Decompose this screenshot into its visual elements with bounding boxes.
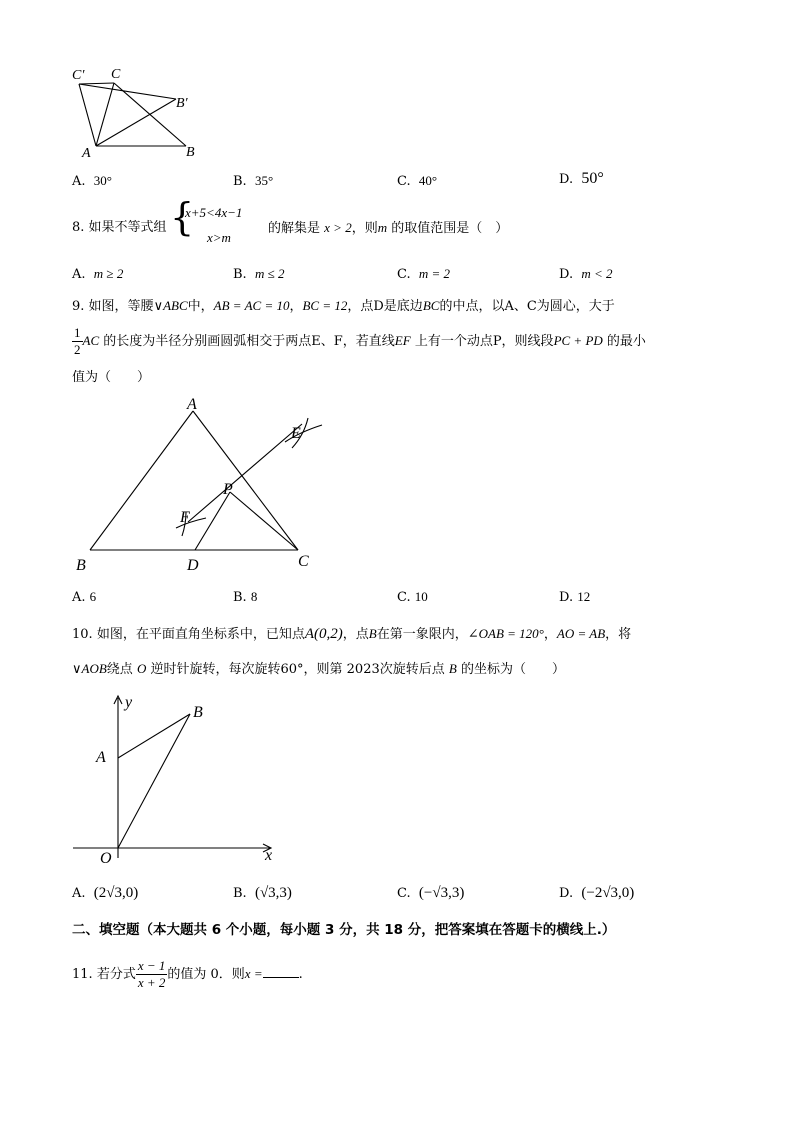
q9-text: ，点D是底边 xyxy=(347,299,423,314)
q7-option-b[interactable] xyxy=(233,172,273,191)
q9-stem-line1 xyxy=(72,297,615,316)
q10-stem-line1 xyxy=(72,625,631,644)
label-b: B xyxy=(76,557,86,574)
option-letter: C. xyxy=(397,267,411,282)
segment-p-c xyxy=(230,492,298,550)
q7-option-d[interactable] xyxy=(559,170,604,189)
q9-figure xyxy=(70,390,340,580)
label-b: B xyxy=(193,704,203,721)
option-value: 6 xyxy=(89,589,97,604)
label-f: F xyxy=(180,509,190,526)
fraction-denominator: x + 2 xyxy=(137,975,166,990)
option-value: (2√3,0) xyxy=(93,885,139,901)
label-a: A xyxy=(82,146,91,161)
q9-text: 上有一个动点P，则线段 xyxy=(414,334,554,349)
option-letter: B. xyxy=(233,267,247,282)
q11-middle: 的值为 0．则 xyxy=(167,967,245,982)
q8-stem xyxy=(72,219,167,237)
segment-c-prime-c xyxy=(79,83,114,84)
q8-stem-tail xyxy=(268,219,508,238)
label-e: E xyxy=(291,425,301,442)
question-number: 8. xyxy=(72,220,85,235)
label-c-prime: C′ xyxy=(72,68,85,83)
option-letter: D. xyxy=(559,172,574,187)
option-value: m = 2 xyxy=(418,266,451,281)
q10-text: 逆时针旋转，每次旋转60°，则第 2023次旋转后点 xyxy=(150,662,445,677)
q9-text: 如图，等腰 xyxy=(88,299,154,314)
q10-math: B xyxy=(368,626,377,641)
q11-prefix: 若分式 xyxy=(96,967,136,982)
q8-prefix: 如果不等式组 xyxy=(88,220,167,235)
q10-option-c[interactable] xyxy=(397,884,464,903)
option-value: 8 xyxy=(250,589,258,604)
label-b: B xyxy=(186,145,195,160)
q8-condition: x > 2 xyxy=(324,220,352,235)
q11-stem xyxy=(72,958,303,991)
q8-option-a[interactable] xyxy=(72,265,123,284)
option-letter: A. xyxy=(72,267,86,282)
option-value: (−2√3,0) xyxy=(581,885,635,901)
option-value: m < 2 xyxy=(581,266,613,281)
q9-option-c[interactable] xyxy=(397,588,428,607)
option-value: 35° xyxy=(254,173,274,188)
q10-text: 如图，在平面直角坐标系中，已知点 xyxy=(96,627,305,642)
option-value: 10 xyxy=(414,589,428,604)
q8-ineq2: x>m xyxy=(207,230,231,245)
q10-text: ，将 xyxy=(605,627,632,642)
fraction-numerator: x − 1 xyxy=(137,958,166,973)
option-letter: D. xyxy=(559,886,574,901)
q9-stem-line3: 值为（ ） xyxy=(72,370,151,385)
segment-a-c xyxy=(193,411,298,550)
label-p: P xyxy=(223,481,233,498)
q10-figure xyxy=(70,688,290,868)
option-value: (−√3,3) xyxy=(418,885,465,901)
segment-a-b-prime xyxy=(96,99,176,146)
q8-middle: 的解集是 xyxy=(268,221,321,236)
q9-math: PC + PD xyxy=(553,333,603,348)
q10-text: ，点 xyxy=(342,627,369,642)
q11-end: . xyxy=(298,967,303,982)
q9-option-d[interactable] xyxy=(559,588,590,607)
label-a: A xyxy=(187,396,197,413)
q10-option-a[interactable] xyxy=(72,884,138,903)
q8-option-c[interactable] xyxy=(397,265,450,284)
q9-math: AB = AC = 10 xyxy=(213,298,290,313)
q9-math: BC xyxy=(422,298,440,313)
q8-option-b[interactable] xyxy=(233,265,284,284)
q11-fraction xyxy=(136,958,168,991)
q10-stem-line2 xyxy=(72,660,565,679)
q10-text: 绕点 xyxy=(106,662,133,677)
q9-text: 的最小 xyxy=(606,334,646,349)
option-value: m ≥ 2 xyxy=(93,266,124,281)
option-letter: B. xyxy=(233,174,247,189)
fraction-denominator: 2 xyxy=(74,342,81,357)
option-value: m ≤ 2 xyxy=(254,266,285,281)
option-letter: C. xyxy=(397,590,411,605)
q10-text: 的坐标为（ ） xyxy=(460,662,565,677)
q10-option-b[interactable] xyxy=(233,884,292,903)
label-b-prime: B′ xyxy=(176,96,188,111)
label-o: O xyxy=(100,850,112,867)
q10-math: O xyxy=(136,661,147,676)
q9-text: 的中点，以A、C为圆心，大于 xyxy=(439,299,615,314)
option-value: 30° xyxy=(93,173,112,188)
q9-option-a[interactable] xyxy=(72,588,96,607)
q9-text: ， xyxy=(289,299,303,314)
option-letter: C. xyxy=(397,174,411,189)
option-letter: D. xyxy=(559,590,574,605)
q9-option-b[interactable] xyxy=(233,588,257,607)
label-a: A xyxy=(96,749,106,766)
question-number: 11. xyxy=(72,967,93,982)
q10-text: ， xyxy=(543,627,557,642)
segment-c-prime-b-prime xyxy=(79,84,176,99)
section-heading: 二、填空题（本大题共 6 个小题，每小题 3 分，共 18 分，把答案填在答题卡的横线上.） xyxy=(72,922,616,938)
segment-o-b xyxy=(118,714,190,848)
q9-text: 的长度为半径分别画圆弧相交于两点E、F，若直线 xyxy=(103,334,395,349)
option-letter: B. xyxy=(233,886,247,901)
question-number: 10. xyxy=(72,627,93,642)
q10-math: ∨AOB xyxy=(72,661,107,676)
q7-option-c[interactable] xyxy=(397,172,437,191)
label-c: C xyxy=(298,553,309,570)
q9-fraction xyxy=(72,325,83,358)
segment-a-b xyxy=(90,411,193,550)
option-letter: C. xyxy=(397,886,411,901)
option-letter: A. xyxy=(72,590,86,605)
q9-text: 中， xyxy=(187,299,214,314)
q8-var: m xyxy=(377,220,388,235)
option-letter: D. xyxy=(559,267,574,282)
q7-figure xyxy=(60,62,210,162)
q8-tail2: 的取值范围是（ ） xyxy=(391,221,509,236)
q10-math: B xyxy=(448,661,457,676)
q8-tail1: ，则 xyxy=(351,221,378,236)
q10-option-d[interactable] xyxy=(559,884,634,903)
answer-blank[interactable] xyxy=(263,963,299,978)
q9-math: EF xyxy=(394,333,411,348)
q9-math: AC xyxy=(82,333,100,348)
q10-math: ∠OAB = 120° xyxy=(467,626,544,641)
label-d: D xyxy=(187,557,199,574)
option-letter: A. xyxy=(72,886,86,901)
q9-math: ∨ABC xyxy=(153,298,188,313)
q9-math: BC = 12 xyxy=(302,298,348,313)
option-letter: B. xyxy=(233,590,247,605)
label-c: C xyxy=(111,67,121,82)
question-number: 9. xyxy=(72,299,85,314)
option-value: 50° xyxy=(581,170,604,187)
segment-a-b xyxy=(118,714,190,758)
q9-stem-line2 xyxy=(72,325,646,358)
q8-option-d[interactable] xyxy=(559,265,613,284)
q10-math: AO = AB xyxy=(556,626,606,641)
q8-ineq1: x+5<4x−1 xyxy=(185,205,243,220)
option-value: (√3,3) xyxy=(254,885,292,901)
label-y: y xyxy=(125,694,133,711)
q11-var: x = xyxy=(244,966,263,981)
segment-c-prime-a xyxy=(79,84,96,146)
line-e-f xyxy=(188,424,302,522)
q10-math: A(0,2) xyxy=(304,626,343,642)
q8-brace: { xyxy=(170,195,195,239)
q7-option-a[interactable] xyxy=(72,172,112,191)
option-value: 40° xyxy=(418,173,438,188)
option-letter: A. xyxy=(72,174,86,189)
label-x: x xyxy=(265,847,273,864)
option-value: 12 xyxy=(577,589,591,604)
q10-text: 在第一象限内， xyxy=(376,627,468,642)
fraction-numerator: 1 xyxy=(74,325,81,340)
